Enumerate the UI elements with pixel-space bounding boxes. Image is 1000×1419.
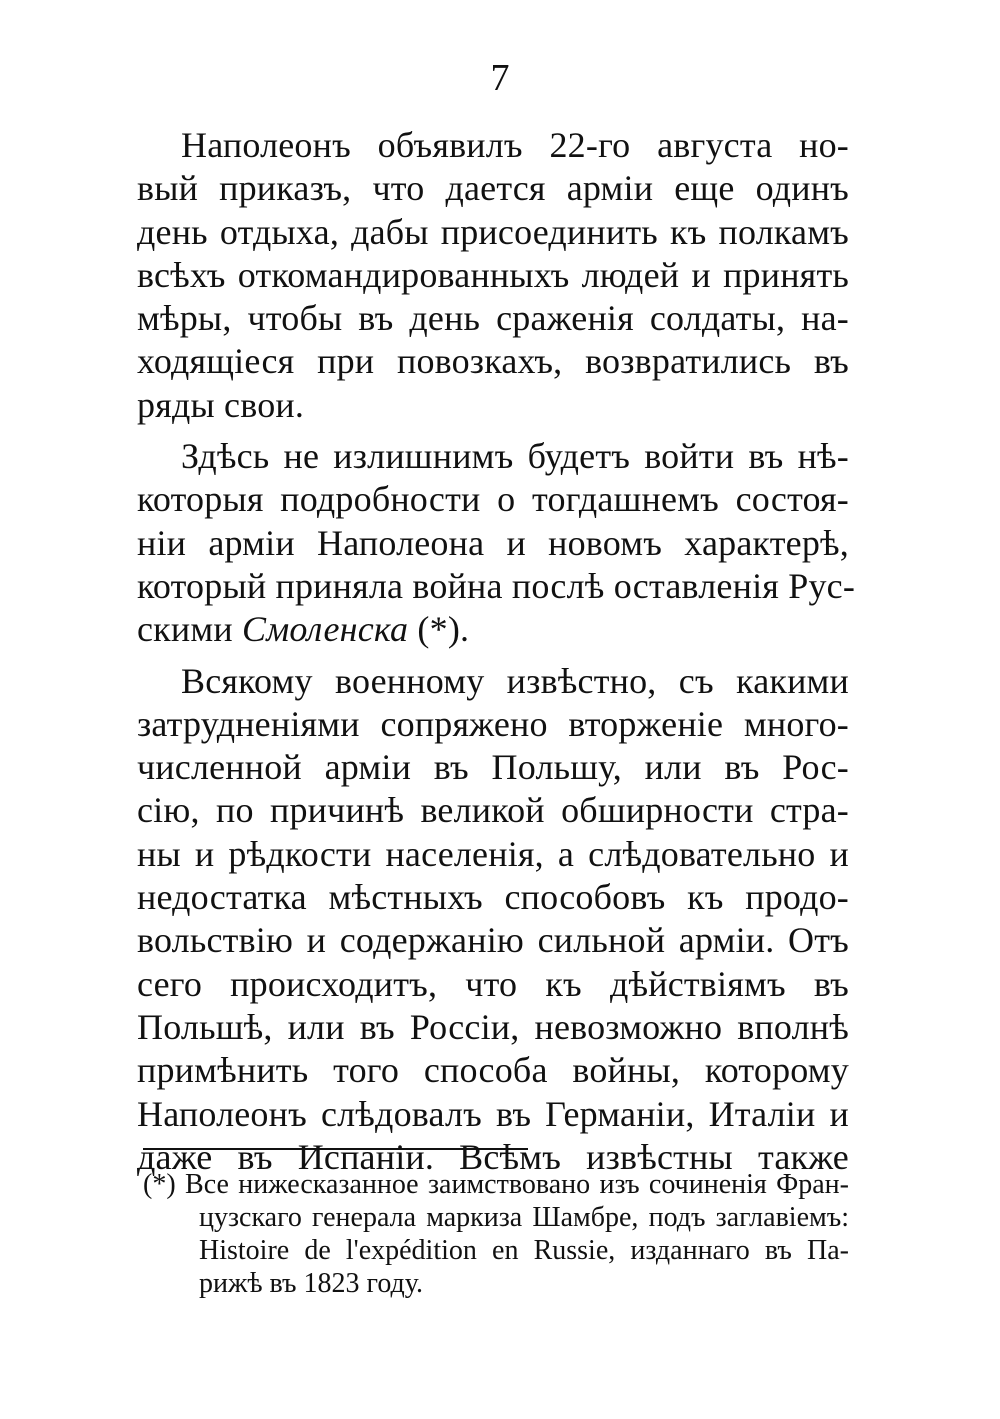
text-line: ніи арміи Наполеона и новомъ характерѣ, [137, 522, 849, 563]
text-fragment: скими [137, 609, 242, 650]
footnote-line: Histoire de l'expédition en Russie, изданнаго въ Па- [199, 1235, 849, 1266]
text-line: Наполеонъ объявилъ 22-го августа но- [181, 125, 849, 165]
text-line: которыя подробности о тогдашнемъ состоя- [137, 479, 849, 520]
text-line: всѣхъ откомандированныхъ людей и принять [137, 254, 849, 295]
text-line: ны и рѣдкости населенія, а слѣдовательно и [137, 833, 849, 874]
text-line: Здѣсь не излишнимъ будетъ войти въ нѣ- [181, 436, 849, 477]
paragraph-1 [137, 124, 849, 427]
text-line: вольствію и содержанію сильной арміи. Отъ [137, 920, 849, 961]
paragraph-gap [137, 427, 849, 435]
text-line: сію, по причинѣ великой обширности стра- [137, 790, 849, 831]
main-text [137, 124, 856, 1179]
text-line: затрудненіями сопряжено вторженіе много- [137, 703, 849, 744]
text-line [137, 608, 849, 651]
text-line: мѣры, чтобы въ день сраженія солдаты, на- [137, 298, 849, 339]
footnote-divider [143, 1148, 528, 1150]
paragraph-gap [137, 652, 849, 660]
italic-place-name: Смоленска [241, 609, 409, 650]
text-line: ходящіеся при повозкахъ, возвратились въ [137, 341, 849, 382]
footnote-reference: (*). [408, 609, 470, 650]
footnote-line: рижѣ въ 1823 году. [199, 1268, 423, 1299]
footnote-line: (*) Все нижесказанное заимствовано изъ сочиненія Фран- [143, 1169, 849, 1200]
text-line: Всякому военному извѣстно, съ какими [181, 660, 849, 701]
text-line: даже въ Испаніи. Всѣмъ извѣстны также [137, 1136, 849, 1177]
text-line: день отдыха, дабы присоединить къ полкамъ [137, 211, 849, 252]
text-line: сего происходитъ, что къ дѣйствіямъ въ [137, 963, 849, 1004]
paragraph-3 [137, 660, 849, 1180]
paragraph-2 [137, 435, 856, 651]
text-line: вый приказъ, что дается арміи еще одинъ [137, 168, 849, 209]
footnote-line: цузскаго генерала маркиза Шамбре, подъ заглавіемъ: [199, 1202, 849, 1233]
text-line: который приняла война послѣ оставленія Рус- [137, 565, 856, 606]
footnote [143, 1168, 849, 1300]
page-number: 7 [490, 57, 510, 99]
text-line: недостатка мѣстныхъ способовъ къ продо- [137, 877, 849, 918]
text-line: ряды свои. [137, 384, 305, 425]
text-line: примѣнить того способа войны, которому [137, 1050, 849, 1091]
text-line: Наполеонъ слѣдовалъ въ Германіи, Италіи и [137, 1093, 849, 1134]
text-line: Польшѣ, или въ Россіи, невозможно вполнѣ [137, 1006, 849, 1047]
text-line: численной арміи въ Польшу, или въ Рос- [137, 747, 849, 788]
